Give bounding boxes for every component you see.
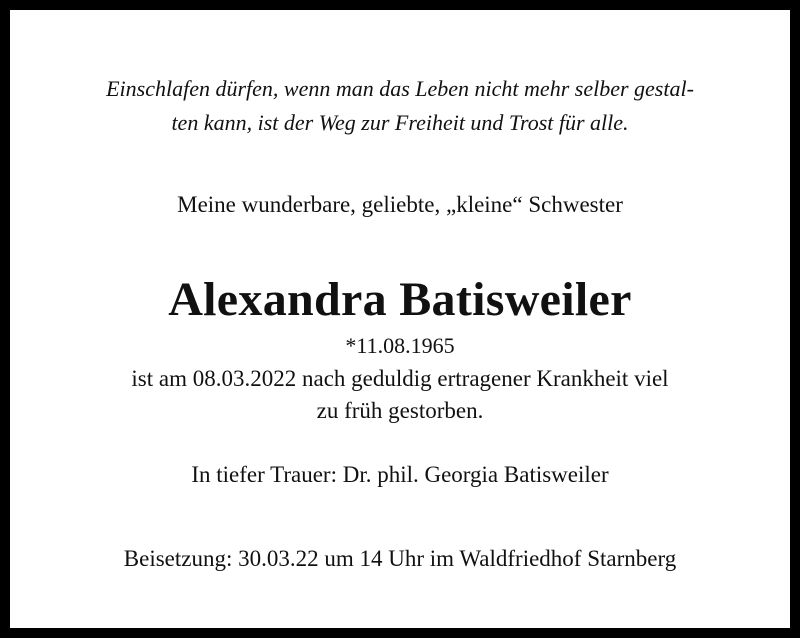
death-text-line-2: zu früh gestorben. — [316, 398, 484, 423]
mourner-text: In tiefer Trauer: Dr. phil. Georgia Batisweiler — [191, 462, 609, 487]
motto-line-2: ten kann, ist der Weg zur Freiheit und Trost für alle. — [171, 110, 629, 135]
deceased-name: Alexandra Batisweiler — [168, 273, 632, 326]
birth-date: *11.08.1965 — [345, 333, 455, 358]
death-text-line-1: ist am 08.03.2022 nach geduldig ertragener Krankheit viel — [131, 366, 669, 391]
motto-line-1: Einschlafen dürfen, wenn man das Leben nicht mehr selber gestal- — [106, 76, 694, 101]
funeral-info: Beisetzung: 30.03.22 um 14 Uhr im Waldfriedhof Starnberg — [123, 546, 677, 571]
relation-text: Meine wunderbare, geliebte, „kleine“ Schwester — [177, 192, 623, 217]
